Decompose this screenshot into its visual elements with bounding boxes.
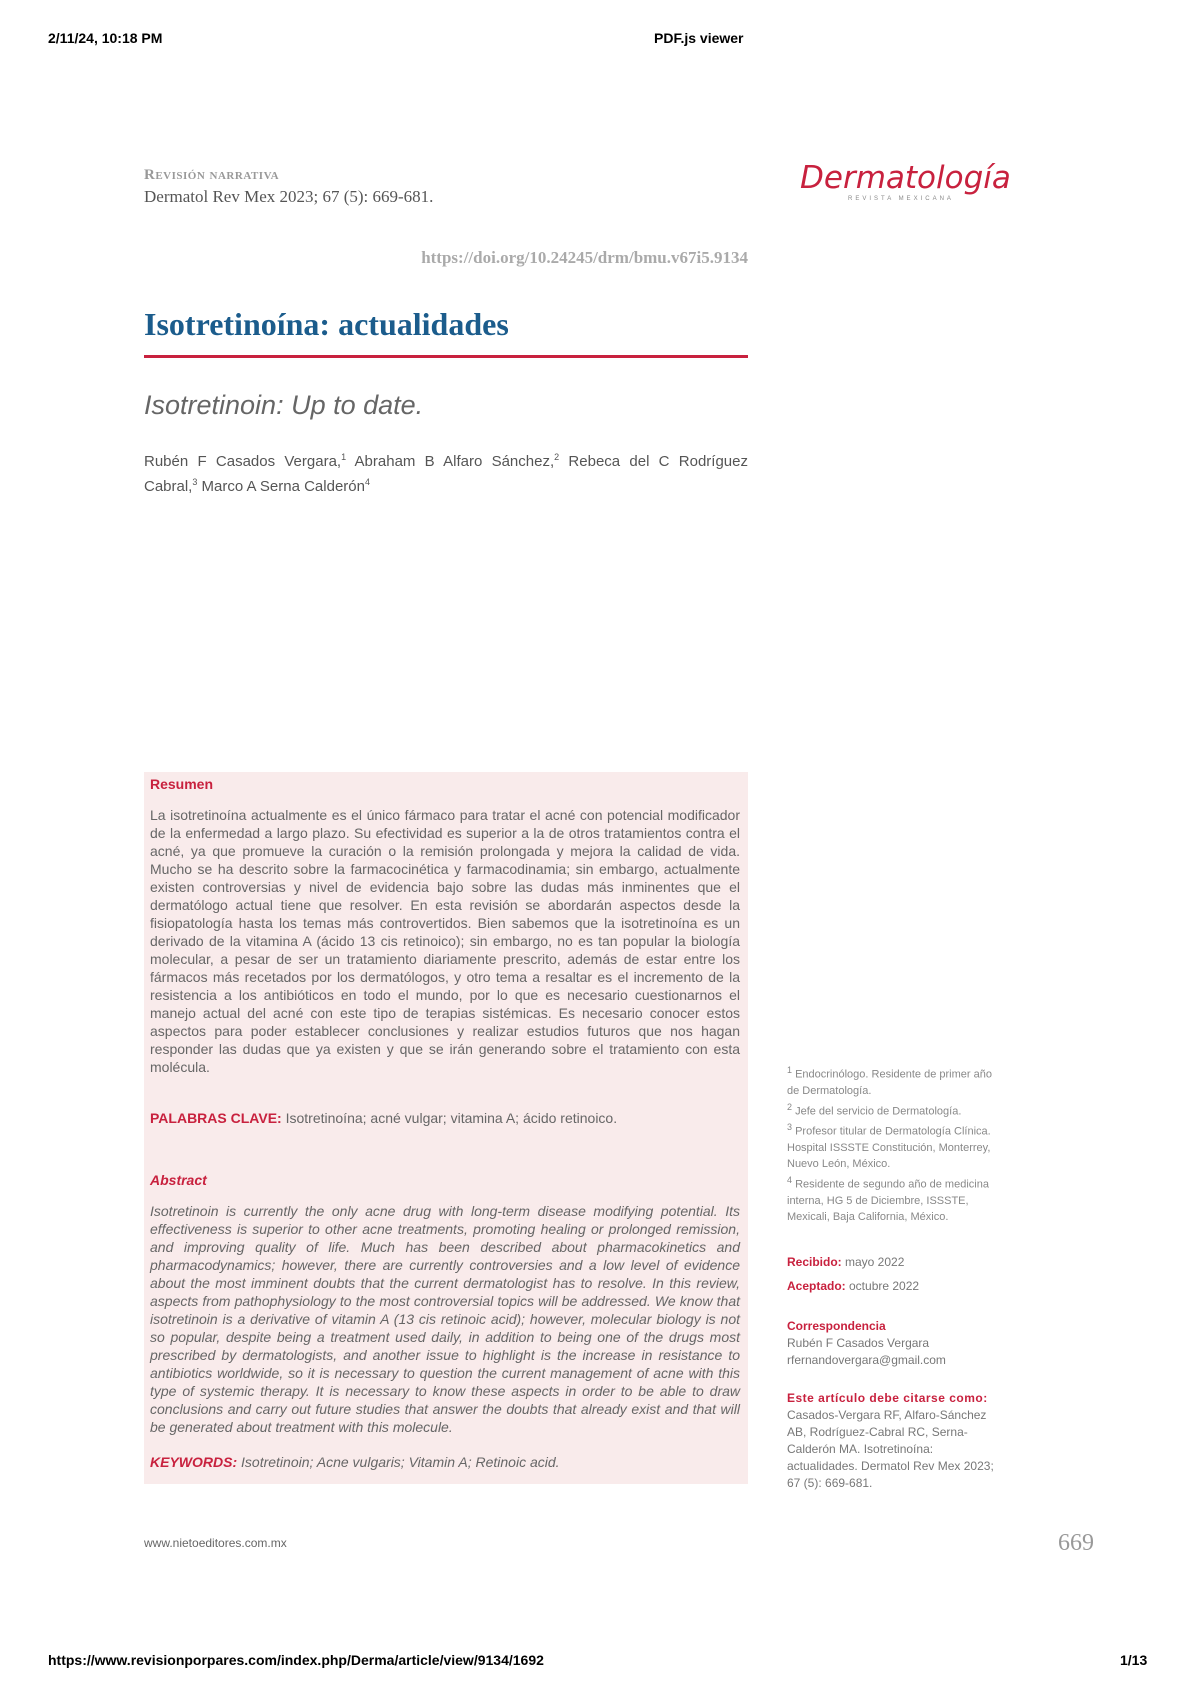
received-label: Recibido: <box>787 1255 842 1269</box>
accepted-value: octubre 2022 <box>845 1279 920 1293</box>
keywords-text: Isotretinoin; Acne vulgaris; Vitamin A; Retinoic acid. <box>237 1454 560 1470</box>
print-datetime: 2/11/24, 10:18 PM <box>48 30 163 46</box>
cite-as-text: Casados-Vergara RF, Alfaro-Sánchez AB, Rodríguez-Cabral RC, Serna-Calderón MA. Isotretinoína: actualidades. Dermatol Rev Mex 2023; 67 (5): 669-681. <box>787 1408 994 1490</box>
author-affiliation-mark: 2 <box>554 452 560 462</box>
article-title: Isotretinoína: actualidades <box>144 306 509 342</box>
affiliation-item <box>787 1119 1005 1140</box>
author-affiliation-mark: 1 <box>341 452 347 462</box>
keywords-label: KEYWORDS: <box>150 1454 238 1470</box>
received-value: mayo 2022 <box>841 1255 905 1269</box>
correspondence <box>787 1318 1005 1369</box>
affiliation-item <box>787 1099 1005 1120</box>
journal-logo: Dermatología <box>800 160 1011 196</box>
page-number: 669 <box>1058 1530 1094 1556</box>
palabras-clave <box>150 1110 740 1126</box>
correspondence-label: Correspondencia <box>787 1319 886 1333</box>
resumen-heading: Resumen <box>150 776 214 792</box>
affiliation-item <box>787 1140 1005 1172</box>
affiliations <box>787 1062 1005 1225</box>
print-app-title: PDF.js viewer <box>654 30 744 46</box>
received-date <box>787 1254 1005 1271</box>
accepted-date <box>787 1278 1005 1295</box>
print-url: https://www.revisionporpares.com/index.php/Derma/article/view/9134/1692 <box>48 1652 544 1668</box>
print-page-count: 1/13 <box>1120 1652 1148 1668</box>
correspondence-email[interactable]: rfernandovergara@gmail.com <box>787 1353 946 1367</box>
affiliation-text: Jefe del servicio de Dermatología. <box>792 1105 962 1118</box>
affiliation-text: Profesor titular de Dermatología Clínica. <box>792 1125 991 1138</box>
palabras-clave-label: PALABRAS CLAVE: <box>150 1110 282 1126</box>
doi-link[interactable]: https://doi.org/10.24245/drm/bmu.v67i5.9134 <box>421 248 748 267</box>
abstract-box <box>144 772 748 1484</box>
publisher-website[interactable]: www.nietoeditores.com.mx <box>144 1536 287 1550</box>
affiliation-item <box>787 1062 1005 1099</box>
abstract-heading: Abstract <box>150 1172 207 1188</box>
affiliation-item <box>787 1172 1005 1225</box>
affiliation-text: Hospital ISSSTE Constitución, Monterrey, Nuevo León, México. <box>787 1141 991 1170</box>
section-label: Revisión narrativa <box>144 167 280 183</box>
affiliation-mark: 2 <box>787 1101 793 1112</box>
journal-logo-subtitle: REVISTA MEXICANA <box>848 196 954 202</box>
accepted-label: Aceptado: <box>787 1279 846 1293</box>
author-affiliation-mark: 3 <box>192 477 198 487</box>
author-list <box>144 447 748 497</box>
affiliation-mark: 1 <box>787 1065 793 1075</box>
title-divider <box>144 355 748 358</box>
palabras-clave-text: Isotretinoína; acné vulgar; vitamina A; ácido retinoico. <box>281 1110 618 1126</box>
abstract-text: Isotretinoin is currently the only acne drug with long-term disease modifying potential. Its effectiveness is superior to other acne treatments, promoting healing or prolonged remission, and improving quality of life. Much has been described about pharmacokinetics and pharmacodynamics; however, there are currently controversies and a low level of evidence about the most imminent doubts that the current dermatologist has to resolve. In this review, aspects from pathophysiology to the most controversial topics will be addressed. We know that isotretinoin is a derivative of vitamin A (13 cis retinoic acid); however, molecular biology is not so popular, despite being a treatment used daily, in addition to being one of the drugs most prescribed by dermatologists, and another issue to highlight is the increase in resistance to antibiotics worldwide, so it is necessary to question the current management of acne with this type of systemic therapy. It is necessary to know these aspects in order to be able to draw conclusions and carry out future studies that answer the doubts that already exist and that will be generated about treatment with this molecule. <box>150 1203 740 1435</box>
author-name: Rebeca del C Rodríguez Cabral, <box>144 453 748 495</box>
cite-as <box>787 1390 1005 1492</box>
affiliation-text: Residente de segundo año de medicina interna, HG 5 de Diciembre, ISSSTE, Mexicali, Baja California, México. <box>787 1178 989 1223</box>
correspondence-name: Rubén F Casados Vergara <box>787 1336 930 1350</box>
author-affiliation-mark: 4 <box>364 477 370 487</box>
affiliation-text: Endocrinólogo. Residente de primer año de Dermatología. <box>787 1068 992 1097</box>
author-name: Abraham B Alfaro Sánchez, <box>346 453 555 470</box>
journal-citation: Dermatol Rev Mex 2023; 67 (5): 669-681. <box>144 187 434 206</box>
affiliation-mark: 3 <box>787 1122 793 1133</box>
keywords <box>150 1454 740 1470</box>
affiliation-mark: 4 <box>787 1174 793 1185</box>
cite-as-label: Este artículo debe citarse como: <box>787 1391 988 1405</box>
article-subtitle: Isotretinoin: Up to date. <box>144 390 424 420</box>
resumen-text: La isotretinoína actualmente es el único fármaco para tratar el acné con potencial modificador de la enfermedad a largo plazo. Su efectividad es superior a la de otros tratamientos contra el acné, ya que promueve la curación o la remisión prolongada y mejora la calidad de vida. Mucho se ha descrito sobre la farmacocinética y farmacodinamia; sin embargo, actualmente existen controversias y nivel de evidencia bajo sobre las dudas más inminentes que el dermatólogo actual tiene que resolver. En esta revisión se abordarán aspectos desde la fisiopatología hasta los temas más controvertidos. Bien sabemos que la isotretinoína es un derivado de la vitamina A (ácido 13 cis retinoico); sin embargo, no es tan popular la biología molecular, a pesar de ser un tratamiento diariamente prescrito, además de estar entre los fármacos más recetados por los dermatólogos, y otro tema a resaltar es el incremento de la resistencia a los antibióticos en todo el mundo, por lo que es necesario cuestionarnos el manejo actual del acné con este tipo de terapias sistémicas. Es necesario conocer estos aspectos para poder establecer conclusiones y realizar estudios futuros que nos hagan responder las dudas que ya existen y que se irán generando sobre el tratamiento con esta molécula. <box>150 807 740 1075</box>
author-name: Marco A Serna Calderón <box>197 478 365 495</box>
author-name: Rubén F Casados Vergara, <box>144 453 342 470</box>
